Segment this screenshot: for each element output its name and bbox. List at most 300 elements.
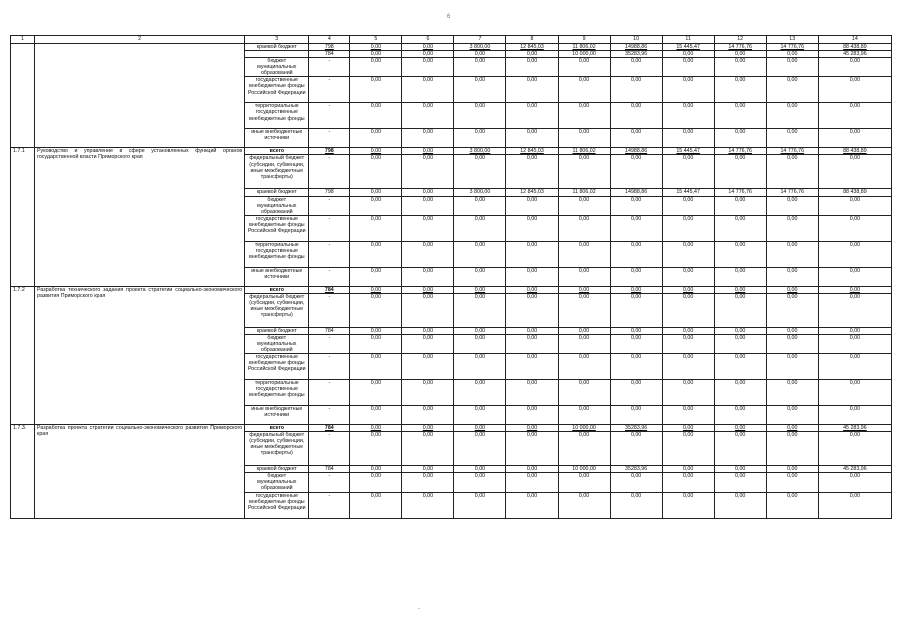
value-cell: 0,00: [662, 155, 714, 189]
value-cell: 0,00: [454, 354, 506, 380]
value-cell: 0,00: [350, 241, 402, 267]
value-cell: 0,00: [714, 380, 766, 406]
header-cell: 5: [350, 36, 402, 44]
value-cell: 0,00: [350, 334, 402, 353]
value-cell: 0,00: [714, 103, 766, 129]
value-cell: 0,00: [714, 473, 766, 492]
grbs-code-cell: -: [309, 215, 350, 241]
header-cell: 7: [454, 36, 506, 44]
grbs-code-cell: -: [309, 77, 350, 103]
value-cell: 3 800,00: [454, 148, 506, 155]
header-row: [11, 36, 892, 44]
value-cell: 0,00: [558, 103, 610, 129]
value-cell: 0,00: [454, 406, 506, 425]
table-row: [11, 148, 892, 155]
value-cell: 0,00: [558, 215, 610, 241]
funding-source-cell: территориальные государственные внебюджетные фонды: [245, 241, 309, 267]
value-cell: 0,00: [402, 241, 454, 267]
value-cell: 0,00: [766, 327, 818, 334]
value-cell: 0,00: [818, 432, 891, 466]
header-cell: 1: [11, 36, 35, 44]
value-cell: 45 283,96: [818, 425, 891, 432]
value-cell: 0,00: [558, 432, 610, 466]
value-cell: 0,00: [506, 241, 558, 267]
value-cell: 0,00: [402, 215, 454, 241]
value-cell: 0,00: [610, 293, 662, 327]
value-cell: 0,00: [610, 58, 662, 77]
value-cell: 0,00: [610, 77, 662, 103]
value-cell: 0,00: [610, 473, 662, 492]
item-number-cell: 1.7.1: [11, 148, 35, 286]
value-cell: 0,00: [506, 267, 558, 286]
value-cell: 3 800,00: [454, 44, 506, 51]
value-cell: 0,00: [610, 103, 662, 129]
value-cell: 0,00: [506, 327, 558, 334]
total-label: всего: [269, 148, 284, 155]
value-cell: 0,00: [714, 286, 766, 293]
value-cell: 0,00: [558, 196, 610, 215]
header-cell: 3: [245, 36, 309, 44]
funding-source-cell: бюджет муниципальных образований: [245, 196, 309, 215]
value-cell: 0,00: [506, 286, 558, 293]
value-cell: 0,00: [610, 241, 662, 267]
value-cell: 10 000,00: [558, 51, 610, 58]
value-cell: 0,00: [506, 293, 558, 327]
value-cell: 0,00: [818, 58, 891, 77]
funding-source-cell: [245, 148, 309, 155]
value-cell: 0,00: [766, 406, 818, 425]
value-cell: 15 445,47: [662, 148, 714, 155]
value-cell: 0,00: [402, 492, 454, 518]
value-cell: 0,00: [506, 58, 558, 77]
funding-source-cell: государственные внебюджетные фонды Российской Федерации: [245, 215, 309, 241]
value-cell: 0,00: [766, 58, 818, 77]
value-cell: 0,00: [662, 215, 714, 241]
value-cell: 0,00: [714, 293, 766, 327]
grbs-code-cell: -: [309, 155, 350, 189]
value-cell: 0,00: [818, 77, 891, 103]
value-cell: 0,00: [818, 492, 891, 518]
value-cell: 0,00: [818, 406, 891, 425]
value-cell: 0,00: [610, 334, 662, 353]
value-cell: 0,00: [350, 267, 402, 286]
grbs-code-cell: -: [309, 406, 350, 425]
header-cell: 11: [662, 36, 714, 44]
value-cell: 0,00: [766, 334, 818, 353]
value-cell: 0,00: [350, 189, 402, 196]
value-cell: 0,00: [610, 196, 662, 215]
header-cell: 14: [818, 36, 891, 44]
value-cell: 0,00: [714, 267, 766, 286]
value-cell: 0,00: [818, 103, 891, 129]
value-cell: 0,00: [454, 492, 506, 518]
bottom-mark: -: [418, 606, 420, 612]
value-cell: 0,00: [714, 466, 766, 473]
value-cell: 0,00: [714, 58, 766, 77]
value-cell: 0,00: [454, 327, 506, 334]
value-cell: 0,00: [350, 196, 402, 215]
value-cell: 0,00: [766, 241, 818, 267]
grbs-code-cell: -: [309, 103, 350, 129]
grbs-code-cell: -: [309, 334, 350, 353]
value-cell: 0,00: [402, 432, 454, 466]
value-cell: 0,00: [766, 432, 818, 466]
grbs-code-cell: -: [309, 129, 350, 148]
value-cell: 11 806,02: [558, 189, 610, 196]
value-cell: 0,00: [402, 196, 454, 215]
value-cell: 0,00: [506, 425, 558, 432]
value-cell: 0,00: [766, 293, 818, 327]
value-cell: 0,00: [350, 327, 402, 334]
value-cell: 0,00: [818, 241, 891, 267]
header-cell: 13: [766, 36, 818, 44]
value-cell: 0,00: [662, 327, 714, 334]
value-cell: 0,00: [714, 432, 766, 466]
funding-source-cell: территориальные государственные внебюджетные фонды: [245, 103, 309, 129]
value-cell: 0,00: [558, 327, 610, 334]
value-cell: 0,00: [818, 380, 891, 406]
value-cell: 0,00: [558, 58, 610, 77]
value-cell: 0,00: [766, 492, 818, 518]
value-cell: 0,00: [454, 241, 506, 267]
value-cell: 0,00: [714, 77, 766, 103]
header-cell: 10: [610, 36, 662, 44]
value-cell: 12 845,03: [506, 189, 558, 196]
value-cell: 0,00: [402, 380, 454, 406]
value-cell: 0,00: [818, 129, 891, 148]
value-cell: 0,00: [558, 406, 610, 425]
value-cell: 0,00: [610, 286, 662, 293]
item-name-cell: [35, 44, 245, 148]
value-cell: 0,00: [662, 241, 714, 267]
value-cell: 0,00: [350, 492, 402, 518]
value-cell: 11 806,02: [558, 148, 610, 155]
table-row: [11, 286, 892, 293]
value-cell: 11 806,02: [558, 44, 610, 51]
grbs-code-cell: 784: [309, 425, 350, 432]
value-cell: 0,00: [610, 380, 662, 406]
value-cell: 0,00: [402, 51, 454, 58]
value-cell: 0,00: [610, 215, 662, 241]
value-cell: 0,00: [402, 189, 454, 196]
value-cell: 0,00: [454, 215, 506, 241]
value-cell: 0,00: [454, 155, 506, 189]
value-cell: 0,00: [350, 473, 402, 492]
item-name-cell: Разработка проекта стратегии социально-экономического развития Приморского края: [35, 425, 245, 518]
value-cell: 0,00: [662, 406, 714, 425]
value-cell: 0,00: [506, 432, 558, 466]
grbs-code-cell: 784: [309, 327, 350, 334]
value-cell: 14 776,76: [766, 189, 818, 196]
value-cell: 0,00: [350, 58, 402, 77]
value-cell: 0,00: [714, 129, 766, 148]
value-cell: 0,00: [402, 44, 454, 51]
value-cell: 0,00: [818, 293, 891, 327]
funding-source-cell: федеральный бюджет (субсидии, субвенции, иные межбюджетные трансферты): [245, 432, 309, 466]
value-cell: 14988,86: [610, 44, 662, 51]
value-cell: 0,00: [558, 473, 610, 492]
value-cell: 0,00: [766, 77, 818, 103]
value-cell: 0,00: [454, 466, 506, 473]
value-cell: 0,00: [714, 406, 766, 425]
grbs-code-cell: -: [309, 196, 350, 215]
value-cell: 88 438,89: [818, 44, 891, 51]
value-cell: 14 776,76: [766, 148, 818, 155]
value-cell: 0,00: [558, 286, 610, 293]
funding-source-cell: территориальные государственные внебюджетные фонды: [245, 380, 309, 406]
table-row: [11, 425, 892, 432]
grbs-code-cell: 798: [309, 148, 350, 155]
value-cell: 0,00: [558, 129, 610, 148]
value-cell: 0,00: [402, 58, 454, 77]
value-cell: 0,00: [662, 425, 714, 432]
funding-source-cell: краевой бюджет: [245, 189, 309, 196]
value-cell: 0,00: [662, 354, 714, 380]
value-cell: 0,00: [558, 380, 610, 406]
value-cell: 88 438,89: [818, 148, 891, 155]
value-cell: 35283,96: [610, 425, 662, 432]
value-cell: 0,00: [766, 51, 818, 58]
value-cell: 0,00: [454, 425, 506, 432]
value-cell: 0,00: [662, 51, 714, 58]
value-cell: 0,00: [454, 286, 506, 293]
value-cell: 0,00: [506, 155, 558, 189]
grbs-code-cell: -: [309, 354, 350, 380]
value-cell: 0,00: [454, 77, 506, 103]
value-cell: 0,00: [350, 466, 402, 473]
value-cell: 0,00: [818, 473, 891, 492]
header-cell: 4: [309, 36, 350, 44]
grbs-code-cell: 798: [309, 44, 350, 51]
value-cell: 0,00: [818, 196, 891, 215]
value-cell: 0,00: [506, 196, 558, 215]
value-cell: 0,00: [610, 155, 662, 189]
value-cell: 0,00: [454, 473, 506, 492]
funding-source-cell: федеральный бюджет (субсидии, субвенции, иные межбюджетные трансферты): [245, 293, 309, 327]
grbs-code-cell: -: [309, 293, 350, 327]
value-cell: 0,00: [402, 293, 454, 327]
value-cell: 0,00: [662, 267, 714, 286]
value-cell: 0,00: [454, 432, 506, 466]
value-cell: 0,00: [662, 334, 714, 353]
value-cell: 0,00: [662, 473, 714, 492]
grbs-code-cell: -: [309, 432, 350, 466]
funding-source-cell: краевой бюджет: [245, 327, 309, 334]
value-cell: 15 445,47: [662, 44, 714, 51]
funding-source-cell: [245, 425, 309, 432]
value-cell: 0,00: [766, 286, 818, 293]
grbs-code-cell: 784: [309, 286, 350, 293]
value-cell: 14988,86: [610, 148, 662, 155]
value-cell: 0,00: [714, 334, 766, 353]
value-cell: 0,00: [558, 241, 610, 267]
value-cell: 0,00: [766, 380, 818, 406]
value-cell: 0,00: [714, 155, 766, 189]
value-cell: 0,00: [350, 77, 402, 103]
value-cell: 0,00: [454, 103, 506, 129]
value-cell: 0,00: [454, 267, 506, 286]
value-cell: 15 445,47: [662, 189, 714, 196]
grbs-code-cell: 784: [309, 51, 350, 58]
value-cell: 0,00: [402, 473, 454, 492]
value-cell: 0,00: [506, 51, 558, 58]
value-cell: 0,00: [454, 51, 506, 58]
funding-source-cell: [245, 51, 309, 58]
value-cell: 0,00: [610, 129, 662, 148]
value-cell: 0,00: [818, 327, 891, 334]
value-cell: 0,00: [350, 380, 402, 406]
value-cell: 0,00: [714, 354, 766, 380]
value-cell: 0,00: [558, 492, 610, 518]
value-cell: 0,00: [766, 196, 818, 215]
value-cell: 0,00: [402, 425, 454, 432]
value-cell: 0,00: [402, 103, 454, 129]
funding-source-cell: [245, 286, 309, 293]
value-cell: 0,00: [506, 77, 558, 103]
funding-source-cell: бюджет муниципальных образований: [245, 58, 309, 77]
item-name-cell: Руководство и управление в сфере установленных функций органов государственной власти Приморского края: [35, 148, 245, 286]
total-label: всего: [269, 425, 284, 432]
value-cell: 0,00: [350, 425, 402, 432]
value-cell: 0,00: [818, 155, 891, 189]
value-cell: 0,00: [506, 492, 558, 518]
value-cell: 0,00: [506, 473, 558, 492]
value-cell: 12 845,03: [506, 148, 558, 155]
value-cell: 0,00: [714, 51, 766, 58]
value-cell: 0,00: [610, 432, 662, 466]
value-cell: 0,00: [506, 406, 558, 425]
value-cell: 45 283,96: [818, 51, 891, 58]
value-cell: 0,00: [558, 267, 610, 286]
value-cell: 14 776,76: [714, 148, 766, 155]
budget-table: [10, 35, 892, 519]
header-cell: 12: [714, 36, 766, 44]
value-cell: 0,00: [350, 51, 402, 58]
value-cell: 0,00: [558, 354, 610, 380]
value-cell: 0,00: [402, 129, 454, 148]
header-cell: 6: [402, 36, 454, 44]
value-cell: 0,00: [454, 293, 506, 327]
value-cell: 0,00: [766, 129, 818, 148]
value-cell: 0,00: [610, 492, 662, 518]
grbs-code-cell: 798: [309, 189, 350, 196]
value-cell: 0,00: [506, 129, 558, 148]
value-cell: 0,00: [610, 406, 662, 425]
value-cell: 0,00: [766, 155, 818, 189]
funding-source-cell: государственные внебюджетные фонды Российской Федерации: [245, 77, 309, 103]
value-cell: 0,00: [766, 354, 818, 380]
value-cell: 0,00: [818, 334, 891, 353]
item-number-cell: [11, 44, 35, 148]
value-cell: 0,00: [766, 103, 818, 129]
value-cell: 0,00: [714, 327, 766, 334]
funding-source-cell: государственные внебюджетные фонды Российской Федерации: [245, 492, 309, 518]
value-cell: 0,00: [662, 293, 714, 327]
value-cell: 0,00: [662, 286, 714, 293]
value-cell: 14 776,76: [714, 44, 766, 51]
page-number: 6: [447, 14, 451, 20]
value-cell: 0,00: [714, 215, 766, 241]
value-cell: 0,00: [714, 425, 766, 432]
value-cell: 0,00: [662, 492, 714, 518]
item-number-cell: 1.7.2: [11, 286, 35, 424]
value-cell: 88 438,89: [818, 189, 891, 196]
value-cell: 10 000,00: [558, 425, 610, 432]
value-cell: 0,00: [350, 293, 402, 327]
funding-source-cell: краевой бюджет: [245, 44, 309, 51]
item-number-cell: 1.7.3.: [11, 425, 35, 518]
funding-source-cell: государственные внебюджетные фонды Российской Федерации: [245, 354, 309, 380]
value-cell: 0,00: [766, 473, 818, 492]
value-cell: 0,00: [454, 380, 506, 406]
value-cell: 0,00: [454, 196, 506, 215]
value-cell: 0,00: [766, 215, 818, 241]
value-cell: 12 845,03: [506, 44, 558, 51]
value-cell: 0,00: [714, 492, 766, 518]
funding-source-cell: иные внебюджетные источники: [245, 267, 309, 286]
value-cell: 14988,86: [610, 189, 662, 196]
value-cell: 0,00: [350, 155, 402, 189]
value-cell: 35283,96: [610, 51, 662, 58]
value-cell: 0,00: [506, 334, 558, 353]
value-cell: 0,00: [402, 334, 454, 353]
value-cell: 0,00: [350, 103, 402, 129]
value-cell: 10 000,00: [558, 466, 610, 473]
grbs-code-cell: -: [309, 58, 350, 77]
value-cell: 0,00: [610, 354, 662, 380]
grbs-code-cell: -: [309, 473, 350, 492]
grbs-code-cell: -: [309, 267, 350, 286]
value-cell: 14 776,76: [714, 189, 766, 196]
value-cell: 0,00: [662, 77, 714, 103]
value-cell: 0,00: [402, 155, 454, 189]
value-cell: 0,00: [558, 155, 610, 189]
value-cell: 0,00: [350, 129, 402, 148]
funding-source-cell: федеральный бюджет (субсидии, субвенции, иные межбюджетные трансферты): [245, 155, 309, 189]
value-cell: 0,00: [402, 77, 454, 103]
grbs-code-cell: -: [309, 492, 350, 518]
funding-source-cell: бюджет муниципальных образований: [245, 473, 309, 492]
table-row: [11, 44, 892, 51]
value-cell: 0,00: [662, 103, 714, 129]
value-cell: 45 283,96: [818, 466, 891, 473]
value-cell: 0,00: [662, 129, 714, 148]
value-cell: 0,00: [402, 327, 454, 334]
value-cell: 0,00: [818, 215, 891, 241]
value-cell: 0,00: [558, 77, 610, 103]
value-cell: 0,00: [714, 196, 766, 215]
value-cell: 14 776,76: [766, 44, 818, 51]
value-cell: 0,00: [818, 286, 891, 293]
funding-source-cell: иные внебюджетные источники: [245, 406, 309, 425]
value-cell: 0,00: [506, 215, 558, 241]
value-cell: 0,00: [766, 466, 818, 473]
value-cell: 0,00: [818, 354, 891, 380]
value-cell: 0,00: [506, 103, 558, 129]
grbs-code-cell: -: [309, 380, 350, 406]
value-cell: 0,00: [402, 267, 454, 286]
value-cell: 0,00: [714, 241, 766, 267]
total-label: всего: [269, 286, 284, 293]
value-cell: 0,00: [402, 286, 454, 293]
value-cell: 0,00: [662, 58, 714, 77]
value-cell: 0,00: [350, 406, 402, 425]
value-cell: 0,00: [350, 44, 402, 51]
value-cell: 0,00: [818, 267, 891, 286]
value-cell: 35283,96: [610, 466, 662, 473]
item-name-cell: Разработка технического задания проекта стратегии социально-экономического развития Приморского края: [35, 286, 245, 424]
value-cell: 0,00: [350, 148, 402, 155]
